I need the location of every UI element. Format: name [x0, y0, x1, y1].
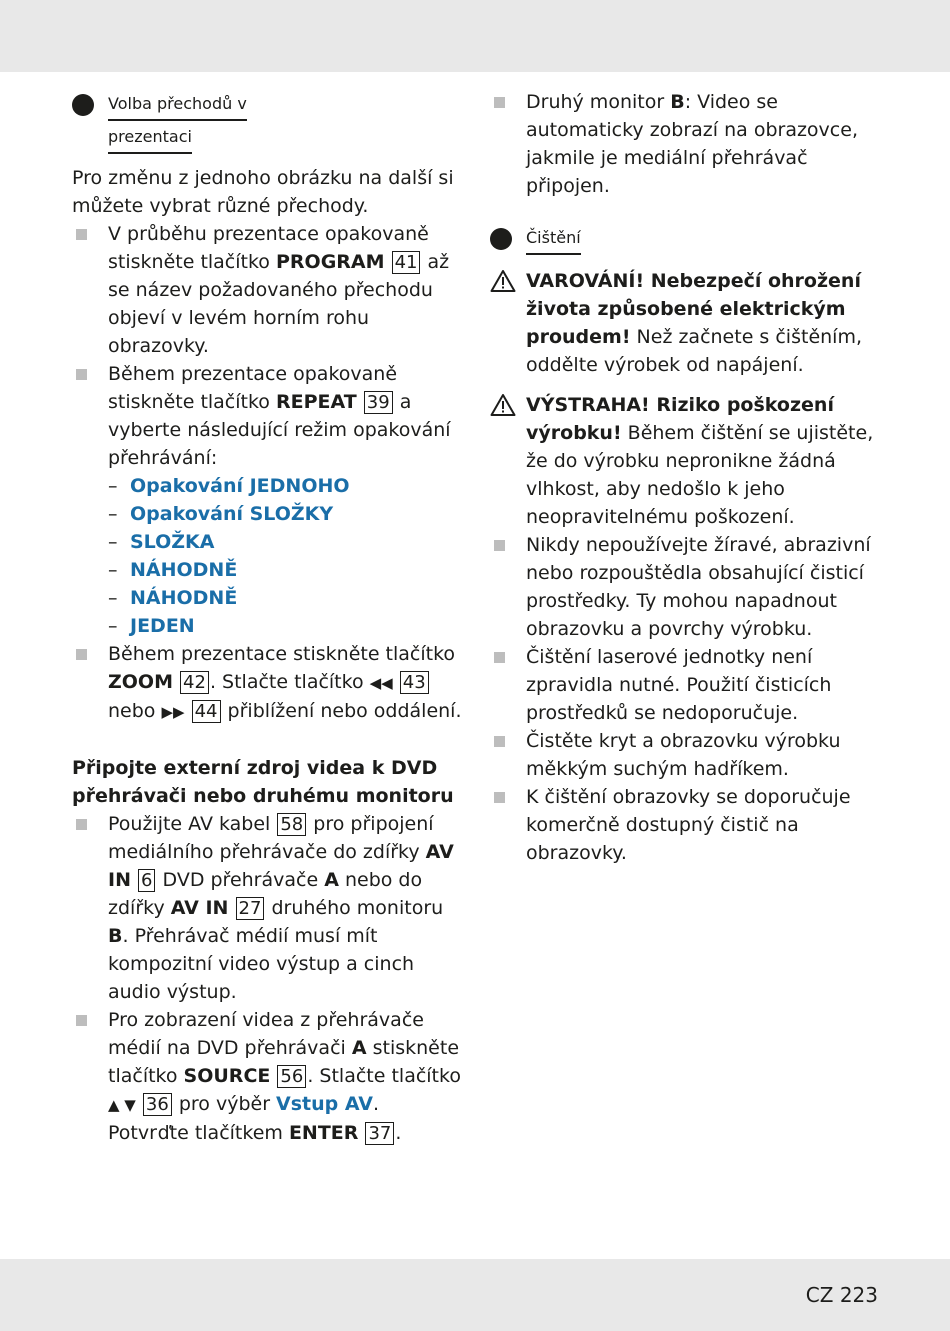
square-bullet-icon — [76, 1015, 87, 1026]
list-item: Během prezentace opakovaně stiskněte tlačítko REPEAT 39 a vyberte následující režim opakování přehrávání: – Opakování JEDNOHO – Opakování SLOŽKY – SLOŽKA – NÁHODNĚ – NÁHODNĚ – JEDEN — [72, 360, 464, 640]
warning-triangle-icon — [490, 269, 516, 293]
square-bullet-icon — [494, 97, 505, 108]
repeat-option: – NÁHODNĚ — [108, 587, 238, 609]
monitor-b-list — [490, 88, 880, 200]
ref-number: 37 — [365, 1122, 394, 1145]
list-item: Nikdy nepoužívejte žíravé, abrazivní nebo rozpouštědla obsahující čisticí prostředky. Ty mohou napadnout obrazovku a povrchy výrobku. — [490, 531, 880, 643]
square-bullet-icon — [494, 736, 505, 747]
warning-damage: VÝSTRAHA! Riziko poškození výrobku! Během čištění se ujistěte, že do výrobku nepronikne žádná vlhkost, aby nedošlo k jeho neopravitelnému poškození. — [490, 391, 880, 531]
ref-number: 56 — [277, 1065, 306, 1088]
repeat-option: – NÁHODNĚ — [108, 559, 238, 581]
ref-number: 41 — [392, 251, 421, 274]
square-bullet-icon — [494, 540, 505, 551]
external-source-list — [72, 810, 464, 1147]
ref-number: 44 — [192, 700, 221, 723]
repeat-option: – Opakování JEDNOHO — [108, 475, 350, 497]
rewind-icon: ◀◀ — [369, 674, 393, 692]
square-bullet-icon — [76, 819, 87, 830]
list-item: Čistěte kryt a obrazovku výrobku měkkým suchým hadříkem. — [490, 727, 880, 783]
list-item: Použijte AV kabel 58 pro připojení mediálního přehrávače do zdířky AV IN 6 DVD přehrávače A nebo do zdířky AV IN 27 druhého monitoru B. Přehrávač médií musí mít kompozitní video výstup a cinch audio výstup. — [72, 810, 464, 1006]
repeat-mode-list — [108, 472, 464, 640]
ref-number: 42 — [180, 671, 209, 694]
heading-line-2: prezentaci — [108, 121, 192, 154]
repeat-option: – JEDEN — [108, 615, 195, 637]
ref-number: 27 — [236, 897, 265, 920]
page-number: CZ 223 — [805, 1283, 878, 1307]
square-bullet-icon — [76, 369, 87, 380]
list-item: Pro zobrazení videa z přehrávače médií na DVD přehrávači A stiskněte tlačítko SOURCE 56 . Stlačte tlačítko ▲ ▼ 36 pro výběr Vstup AV. Potvrďte tlačítkem ENTER 37 . — [72, 1006, 464, 1147]
square-bullet-icon — [76, 229, 87, 240]
up-down-arrow-icon: ▲ ▼ — [108, 1096, 136, 1114]
ref-number: 58 — [277, 813, 306, 836]
ref-number: 6 — [138, 869, 155, 892]
warning-electric: VAROVÁNÍ! Nebezpečí ohrožení života způsobené elektrickým proudem! Než začnete s čištěním, oddělte výrobek od napájení. — [490, 267, 880, 379]
square-bullet-icon — [76, 649, 87, 660]
section-heading-transitions — [72, 88, 464, 154]
list-item: V průběhu prezentace opakovaně stiskněte tlačítko PROGRAM 41 až se název požadovaného přechodu objeví v levém horním rohu obrazovky. — [72, 220, 464, 360]
list-item: Čištění laserové jednotky není zpravidla nutné. Použití čisticích prostředků se nedoporučuje. — [490, 643, 880, 727]
list-item: Během prezentace stiskněte tlačítko ZOOM 42 . Stlačte tlačítko ◀◀ 43 nebo ▶▶ 44 přiblížení nebo oddálení. — [72, 640, 464, 726]
square-bullet-icon — [494, 792, 505, 803]
ref-number: 36 — [143, 1093, 172, 1116]
heading-line: Čištění — [526, 222, 581, 255]
heading-line-1: Volba přechodů v — [108, 88, 247, 121]
section-heading-cleaning — [490, 222, 880, 255]
warning-triangle-icon — [490, 393, 516, 417]
bullet-dot-icon — [72, 94, 94, 116]
square-bullet-icon — [494, 652, 505, 663]
ref-number: 43 — [400, 671, 429, 694]
cleaning-list — [490, 531, 880, 867]
list-item: Druhý monitor B: Video se automaticky zobrazí na obrazovce, jakmile je mediální přehrávač připojen. — [490, 88, 880, 200]
list-item: K čištění obrazovky se doporučuje komerčně dostupný čistič na obrazovky. — [490, 783, 880, 867]
right-column — [490, 88, 880, 867]
repeat-option: – SLOŽKA — [108, 531, 215, 553]
header-band — [0, 0, 950, 72]
ref-number: 39 — [364, 391, 393, 414]
left-column — [72, 88, 464, 1147]
subheading-external-source: Připojte externí zdroj videa k DVD přehrávači nebo druhému monitoru — [72, 757, 454, 807]
bullet-dot-icon — [490, 228, 512, 250]
intro-text: Pro změnu z jednoho obrázku na další si můžete vybrat různé přechody. — [72, 167, 454, 217]
fast-forward-icon: ▶▶ — [161, 703, 185, 721]
transition-list — [72, 220, 464, 726]
repeat-option: – Opakování SLOŽKY — [108, 503, 334, 525]
